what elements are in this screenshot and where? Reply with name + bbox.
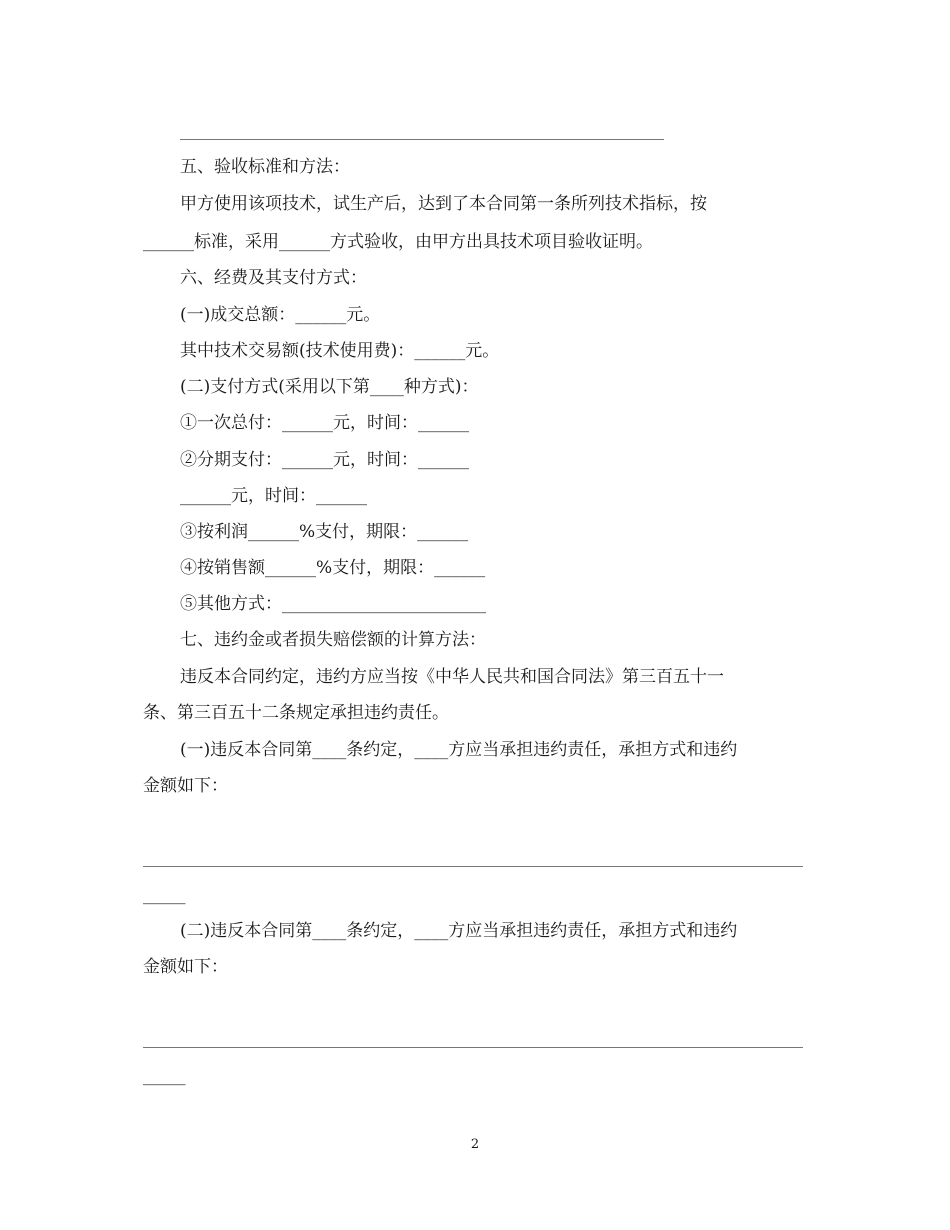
section-5-paragraph-line1: 甲方使用该项技术，试生产后，达到了本合同第一条所列技术指标，按 xyxy=(180,194,707,214)
payment-option-4: ④按销售额______%支付，期限：______ xyxy=(180,558,486,578)
section-5-paragraph-line2: ______标准，采用______方式验收，由甲方出具技术项目验收证明。 xyxy=(143,232,653,252)
clause-2-blank-tail: _____ xyxy=(143,1066,186,1086)
clause-1-blank-tail: _____ xyxy=(143,885,186,905)
blank-rule-clause-2 xyxy=(143,1047,803,1048)
clause-1-line1: (一)违反本合同第____条约定，____方应当承担违约责任，承担方式和违约 xyxy=(180,740,738,760)
total-amount-line: (一)成交总额：______元。 xyxy=(180,305,381,325)
section-7-paragraph-line2: 条、第三百五十二条规定承担违约责任。 xyxy=(143,703,449,723)
clause-2-line2: 金额如下： xyxy=(143,957,228,977)
section-6-title: 六、经费及其支付方式： xyxy=(180,268,367,288)
payment-option-1: ①一次总付：______元，时间：______ xyxy=(180,413,469,433)
section-7-paragraph-line1: 违反本合同约定，违约方应当按《中华人民共和国合同法》第三百五十一 xyxy=(180,667,724,687)
section-7-title: 七、违约金或者损失赔偿额的计算方法： xyxy=(180,630,486,650)
tech-fee-line: 其中技术交易额(技术使用费)：______元。 xyxy=(180,341,500,361)
page-number: 2 xyxy=(470,1137,480,1152)
section-5-title: 五、验收标准和方法： xyxy=(180,157,350,177)
clause-1-line2: 金额如下： xyxy=(143,776,228,796)
payment-option-2: ②分期支付：______元，时间：______ xyxy=(180,450,469,470)
blank-rule-clause-1 xyxy=(143,866,803,867)
payment-option-3: ③按利润______%支付，期限：______ xyxy=(180,522,469,542)
blank-rule-top xyxy=(180,139,664,140)
payment-option-5: ⑤其他方式：________________________ xyxy=(180,594,486,614)
clause-2-line1: (二)违反本合同第____条约定，____方应当承担违约责任，承担方式和违约 xyxy=(180,921,738,941)
payment-option-2-continued: ______元，时间：______ xyxy=(180,486,367,506)
payment-method-line: (二)支付方式(采用以下第____种方式)： xyxy=(180,377,479,397)
